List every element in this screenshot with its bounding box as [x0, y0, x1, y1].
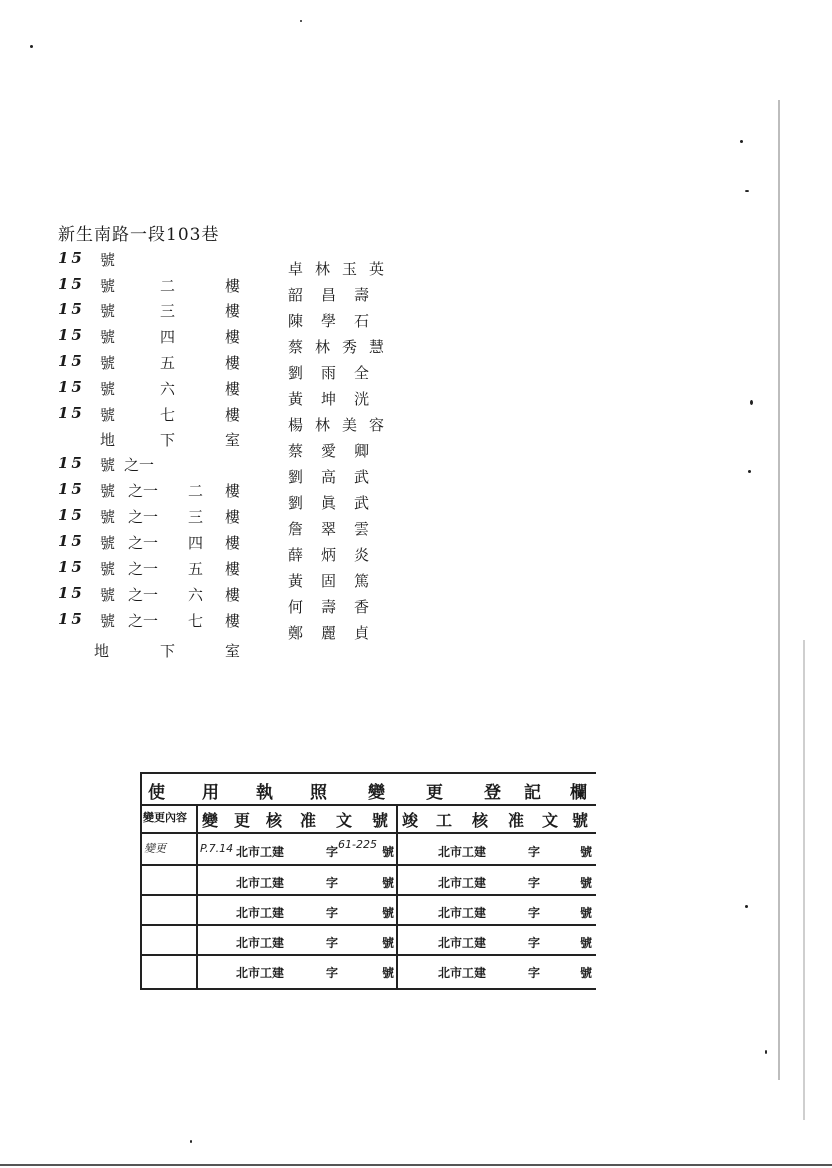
unit-number: 15 [58, 506, 85, 524]
unit-label: 號 [100, 586, 116, 604]
owner-name: 陳學石 [288, 312, 388, 330]
floor-suffix: 樓 [225, 560, 241, 578]
owner-name: 劉高武 [288, 468, 388, 486]
header-char: 准 [300, 811, 317, 830]
table-column-rule [196, 804, 198, 988]
complete-office: 北市工建 [438, 966, 487, 980]
owner-name: 鄭麗貞 [288, 624, 388, 642]
scan-speck [190, 1140, 192, 1143]
title-char: 更 [426, 783, 443, 803]
floor-number: 七 [160, 406, 176, 424]
floor-suffix: 室 [225, 431, 241, 449]
complete-zi: 字 [528, 966, 541, 980]
owner-name: 黃坤洸 [288, 390, 388, 408]
unit-label: 號 [100, 302, 116, 320]
complete-office: 北市工建 [438, 876, 487, 890]
complete-zi: 字 [528, 876, 541, 890]
table-rule [140, 924, 596, 926]
complete-office: 北市工建 [438, 845, 487, 859]
header-char: 竣 [402, 811, 419, 830]
owner-name: 黃固篤 [288, 572, 388, 590]
owner-name: 何壽香 [288, 598, 388, 616]
unit-label: 號 [100, 482, 116, 500]
floor-suffix: 樓 [225, 380, 241, 398]
complete-hao: 號 [580, 906, 593, 920]
unit-label: 地 [94, 642, 110, 660]
unit-number: 15 [58, 249, 85, 267]
unit-number: 15 [58, 558, 85, 576]
approve-office: 北市工建 [236, 906, 285, 920]
floor-number: 五 [160, 354, 176, 372]
unit-number: 15 [58, 480, 85, 498]
approve-office: 北市工建 [236, 845, 285, 859]
title-char: 用 [202, 783, 219, 803]
unit-number: 15 [58, 352, 85, 370]
owner-name: 詹翠雲 [288, 520, 388, 538]
complete-hao: 號 [580, 845, 593, 859]
sub-unit-label: 之一 [128, 586, 159, 604]
owner-name: 劉雨全 [288, 364, 388, 382]
approve-zi: 字 [326, 876, 339, 890]
header-char: 核 [266, 811, 283, 830]
title-char: 使 [148, 783, 165, 803]
table-rule [140, 864, 596, 866]
floor-number: 四 [160, 328, 176, 346]
floor-number: 二 [188, 482, 204, 500]
table-column-rule [396, 804, 398, 988]
unit-number: 15 [58, 584, 85, 602]
floor-suffix: 樓 [225, 586, 241, 604]
unit-number: 15 [58, 300, 85, 318]
complete-zi: 字 [528, 936, 541, 950]
unit-number: 15 [58, 610, 85, 628]
title-char: 變 [368, 783, 385, 803]
scan-speck [748, 470, 751, 473]
owner-name: 蔡愛卿 [288, 442, 388, 460]
approve-office: 北市工建 [236, 876, 285, 890]
scan-edge-line [803, 640, 805, 1120]
owner-name: 劉眞武 [288, 494, 388, 512]
floor-number: 六 [188, 586, 204, 604]
unit-label: 號 [100, 456, 116, 474]
header-char: 號 [572, 811, 589, 830]
title-char: 照 [310, 783, 327, 803]
floor-suffix: 樓 [225, 277, 241, 295]
owner-name: 韶昌壽 [288, 286, 388, 304]
header-char: 核 [472, 811, 489, 830]
unit-label: 號 [100, 328, 116, 346]
floor-suffix: 樓 [225, 302, 241, 320]
floor-number: 三 [160, 302, 176, 320]
unit-label: 號 [100, 534, 116, 552]
scan-bottom-line [0, 1164, 832, 1166]
approve-office: 北市工建 [236, 966, 285, 980]
floor-suffix: 樓 [225, 406, 241, 424]
owner-name: 薛炳炎 [288, 546, 388, 564]
sub-unit-label: 之一 [128, 534, 159, 552]
header-char: 文 [336, 811, 353, 830]
floor-suffix: 樓 [225, 534, 241, 552]
table-rule [140, 804, 596, 806]
owner-name: 蔡林秀慧 [288, 338, 397, 356]
owner-name: 卓林玉英 [288, 260, 397, 278]
title-char: 記 [524, 783, 541, 803]
scan-speck [750, 400, 753, 405]
header-char: 工 [436, 811, 453, 830]
sub-unit-label: 之一 [124, 456, 155, 474]
table-title [140, 772, 596, 804]
table-rule [140, 832, 596, 834]
owner-name: 楊林美容 [288, 416, 397, 434]
complete-hao: 號 [580, 966, 593, 980]
sub-unit-label: 之一 [128, 508, 159, 526]
floor-number: 二 [160, 277, 176, 295]
floor-number: 下 [160, 431, 176, 449]
sub-unit-label: 之一 [128, 560, 159, 578]
scan-speck [745, 190, 749, 192]
floor-suffix: 樓 [225, 612, 241, 630]
sub-unit-label: 之一 [128, 482, 159, 500]
scan-edge-line [778, 100, 780, 1080]
unit-number: 15 [58, 326, 85, 344]
title-char: 欄 [570, 783, 587, 803]
unit-label: 地 [100, 431, 116, 449]
header-char: 准 [508, 811, 525, 830]
table-rule [140, 954, 596, 956]
scan-speck [300, 20, 302, 22]
floor-number: 五 [188, 560, 204, 578]
unit-label: 號 [100, 251, 116, 269]
floor-number: 三 [188, 508, 204, 526]
approve-zi: 字 [326, 966, 339, 980]
complete-zi: 字 [528, 845, 541, 859]
complete-hao: 號 [580, 876, 593, 890]
scan-speck [740, 140, 743, 143]
unit-label: 號 [100, 508, 116, 526]
floor-suffix: 樓 [225, 482, 241, 500]
approve-office: 北市工建 [236, 936, 285, 950]
header-char: 變 [202, 811, 219, 830]
complete-office: 北市工建 [438, 906, 487, 920]
table-rule [140, 894, 596, 896]
floor-number: 下 [160, 642, 176, 660]
title-char: 執 [256, 783, 273, 803]
header-char: 文 [542, 811, 559, 830]
unit-label: 號 [100, 612, 116, 630]
handwritten-date: P.7.14 [200, 842, 234, 855]
unit-number: 15 [58, 378, 85, 396]
header-char: 號 [372, 811, 389, 830]
floor-suffix: 樓 [225, 508, 241, 526]
scan-speck [30, 45, 33, 48]
scan-speck [765, 1050, 767, 1054]
unit-number: 15 [58, 532, 85, 550]
approve-hao: 號 [382, 906, 395, 920]
unit-label: 號 [100, 560, 116, 578]
unit-number: 15 [58, 404, 85, 422]
sub-unit-label: 之一 [128, 612, 159, 630]
change-content-entry: 變更 [144, 842, 166, 855]
unit-label: 號 [100, 406, 116, 424]
license-change-table [140, 772, 596, 986]
approve-hao: 號 [382, 966, 395, 980]
approve-hao: 號 [382, 936, 395, 950]
header-char: 更 [234, 811, 251, 830]
floor-suffix: 室 [225, 642, 241, 660]
unit-label: 號 [100, 354, 116, 372]
floor-suffix: 樓 [225, 328, 241, 346]
scan-speck [745, 905, 748, 908]
header-change-content: 變更內容 [143, 811, 187, 824]
floor-number: 七 [188, 612, 204, 630]
street-address: 新生南路一段103巷 [58, 225, 220, 245]
complete-office: 北市工建 [438, 936, 487, 950]
floor-number: 四 [188, 534, 204, 552]
complete-hao: 號 [580, 936, 593, 950]
unit-label: 號 [100, 277, 116, 295]
approve-hao: 號 [382, 845, 395, 859]
floor-suffix: 樓 [225, 354, 241, 372]
unit-number: 15 [58, 275, 85, 293]
title-char: 登 [484, 783, 501, 803]
handwritten-number: 61-225 [338, 838, 377, 851]
approve-zi: 字 [326, 845, 339, 859]
approve-zi: 字 [326, 906, 339, 920]
complete-zi: 字 [528, 906, 541, 920]
floor-number: 六 [160, 380, 176, 398]
approve-zi: 字 [326, 936, 339, 950]
unit-label: 號 [100, 380, 116, 398]
approve-hao: 號 [382, 876, 395, 890]
unit-number: 15 [58, 454, 85, 472]
